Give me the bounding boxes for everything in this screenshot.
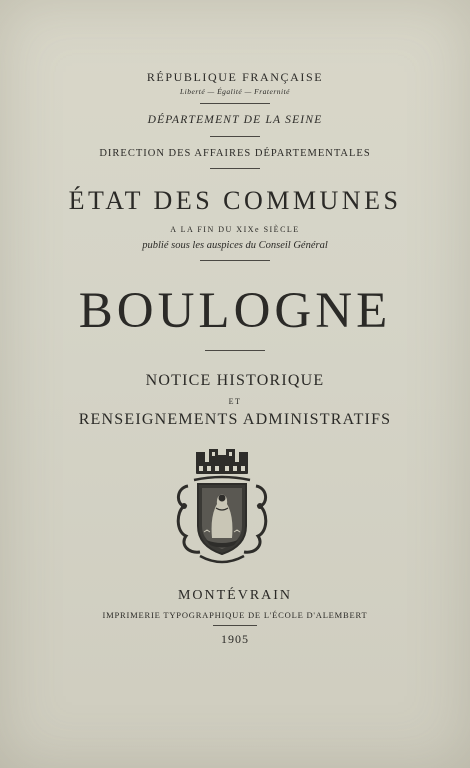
imprint-year: 1905 <box>221 632 249 646</box>
divider-rule <box>200 103 270 104</box>
imprint-printer: IMPRIMERIE TYPOGRAPHIQUE DE L'ÉCOLE D'ALEMBERT <box>102 610 368 620</box>
publication-title: ÉTAT DES COMMUNES <box>68 186 402 215</box>
direction-heading: DIRECTION DES AFFAIRES DÉPARTEMENTALES <box>99 148 371 159</box>
auspices-line: publié sous les auspices du Conseil Général <box>142 240 328 251</box>
content-conjunction: ET <box>228 397 242 406</box>
coat-of-arms-icon <box>174 446 270 572</box>
divider-rule <box>213 625 257 626</box>
content-line-1: NOTICE HISTORIQUE <box>145 372 325 389</box>
divider-rule <box>210 136 260 137</box>
commune-name: BOULOGNE <box>78 283 392 339</box>
department-heading: DÉPARTEMENT DE LA SEINE <box>147 114 323 126</box>
imprint-place: MONTÉVRAIN <box>177 588 293 603</box>
national-motto: Liberté — Égalité — Fraternité <box>180 87 290 96</box>
divider-rule <box>200 260 270 261</box>
content-line-2: RENSEIGNEMENTS ADMINISTRATIFS <box>78 411 392 428</box>
publication-subtitle: A LA FIN DU XIXe SIÈCLE <box>170 225 300 234</box>
divider-rule <box>210 168 260 169</box>
divider-rule <box>205 350 265 351</box>
republic-heading: RÉPUBLIQUE FRANÇAISE <box>146 70 324 84</box>
